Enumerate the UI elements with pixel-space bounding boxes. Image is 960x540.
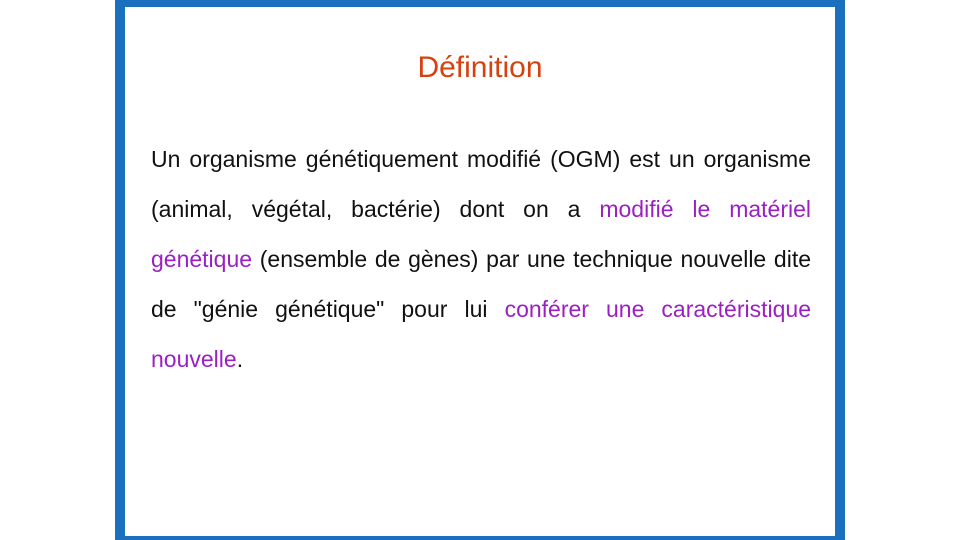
definition-text-part-2: (ensemble de gènes) par une technique nouvelle dite de "génie génétique" pour lui	[151, 246, 811, 322]
highlight-modified-genetic-material: modifié le matériel génétique	[151, 196, 811, 272]
highlight-new-characteristic: conférer une caractéristique nouvelle	[151, 296, 811, 372]
definition-text-part-3: .	[236, 346, 244, 372]
definition-text-part-1: Un organisme génétiquement modifié (OGM) est un organisme (animal, végétal, bactérie) dont on a	[151, 146, 811, 222]
slide-title: Définition	[417, 51, 543, 84]
definition-paragraph	[151, 134, 811, 384]
